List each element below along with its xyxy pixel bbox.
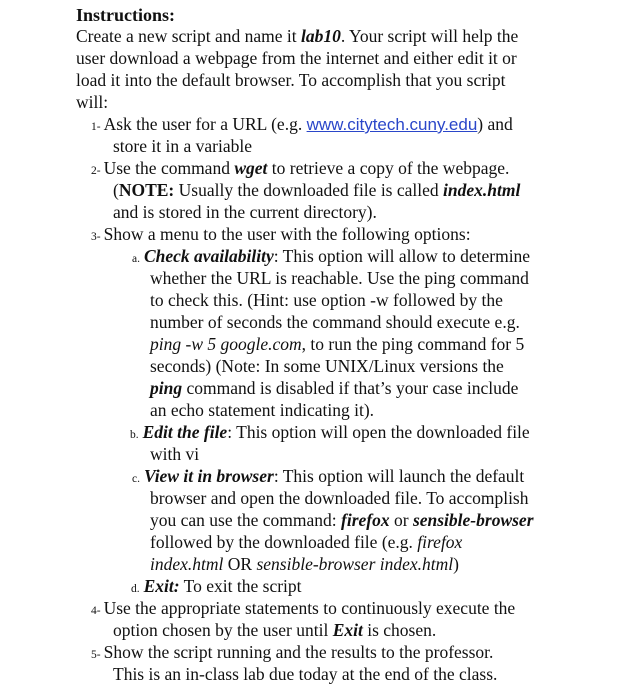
step-number: 1- (91, 121, 101, 133)
step-text: Show a menu to the user with the following options: (103, 224, 471, 244)
option-text: ) (453, 554, 459, 574)
option-text: : This option will allow to determine (273, 246, 531, 266)
option-letter: c. (132, 473, 140, 485)
option-a-line (150, 333, 524, 355)
option-text: OR (223, 554, 257, 574)
option-text: To exit the script (179, 576, 302, 596)
step-text: option chosen by the user until (113, 620, 333, 640)
step-text: Ask the user for a URL (e.g. (103, 114, 307, 134)
step-text: ) and (477, 114, 513, 134)
option-c-line: browser and open the downloaded file. To accomplish (150, 488, 529, 508)
command-name: firefox (341, 510, 390, 530)
option-text: command is disabled if that’s your case include (182, 378, 519, 398)
step-number: 2- (91, 165, 101, 177)
step-text: Use the command (103, 158, 235, 178)
intro-text: . Your script will help the (340, 26, 519, 46)
script-name: lab10 (300, 26, 341, 46)
option-text: followed by the downloaded file (e.g. (150, 532, 418, 552)
option-title: View it in browser (143, 466, 274, 486)
command-name: sensible-browser (412, 510, 534, 530)
step-5 (91, 641, 493, 663)
file-name: index.html (443, 180, 521, 200)
option-letter: a. (132, 253, 140, 265)
example-command: ping -w 5 google.com (150, 334, 302, 354)
option-d (131, 575, 302, 597)
step-2 (91, 157, 509, 179)
step-1-line: store it in a variable (113, 136, 252, 156)
option-a (132, 245, 530, 267)
option-a-line: whether the URL is reachable. Use the ping command (150, 268, 529, 288)
option-c-line (150, 553, 459, 575)
step-text: Use the appropriate statements to continuously execute the (103, 598, 516, 618)
option-c (132, 465, 524, 487)
option-text: or (389, 510, 413, 530)
exit-keyword: Exit (332, 620, 363, 640)
command-name: wget (234, 158, 268, 178)
step-text: to retrieve a copy of the webpage. (267, 158, 510, 178)
option-a-line: number of seconds the command should execute e.g. (150, 312, 520, 332)
note-label: NOTE: (118, 180, 175, 200)
option-letter: b. (130, 429, 139, 441)
step-4-line (113, 619, 436, 641)
option-a-line (150, 377, 518, 399)
option-text: : This option will open the downloaded file (227, 422, 530, 442)
option-a-line: to check this. (Hint: use option -w followed by the (150, 290, 503, 310)
example-command: index.html (150, 554, 224, 574)
option-b-line: with vi (150, 444, 200, 464)
example-url-link[interactable]: www.citytech.cuny.edu (306, 115, 478, 134)
option-text: you can use the command: (150, 510, 341, 530)
option-a-line: an echo statement indicating it). (150, 400, 375, 420)
intro-line: load it into the default browser. To accomplish that you script (76, 70, 506, 90)
option-title: Exit: (143, 576, 180, 596)
option-text: , to run the ping command for 5 (301, 334, 525, 354)
step-2-line (113, 179, 520, 201)
step-4 (91, 597, 515, 619)
step-5-line: This is an in-class lab due today at the end of the class. (113, 664, 498, 684)
step-text: Show the script running and the results to the professor. (103, 642, 494, 662)
step-number: 3- (91, 231, 101, 243)
intro-line: will: (76, 92, 109, 112)
option-title: Check availability (143, 246, 274, 266)
step-text: is chosen. (362, 620, 437, 640)
intro-line: user download a webpage from the internet and either edit it or (76, 48, 517, 68)
option-c-line (150, 509, 534, 531)
command-name: ping (150, 378, 183, 398)
page-title: Instructions: (76, 5, 176, 25)
option-a-line: seconds) (Note: In some UNIX/Linux versions the (150, 356, 504, 376)
option-text: : This option will launch the default (273, 466, 525, 486)
example-command: firefox (417, 532, 463, 552)
option-b (130, 421, 530, 443)
step-number: 5- (91, 649, 101, 661)
option-letter: d. (131, 583, 140, 595)
step-number: 4- (91, 605, 101, 617)
option-title: Edit the file (142, 422, 228, 442)
step-1 (91, 113, 513, 135)
step-2-line: and is stored in the current directory). (113, 202, 377, 222)
example-command: sensible-browser index.html (256, 554, 454, 574)
step-text: Usually the downloaded file is called (174, 180, 444, 200)
intro-text: Create a new script and name it (76, 26, 301, 46)
step-3 (91, 223, 471, 245)
intro-line (76, 25, 518, 47)
option-c-line (150, 531, 462, 553)
step-text: ( (113, 180, 119, 200)
